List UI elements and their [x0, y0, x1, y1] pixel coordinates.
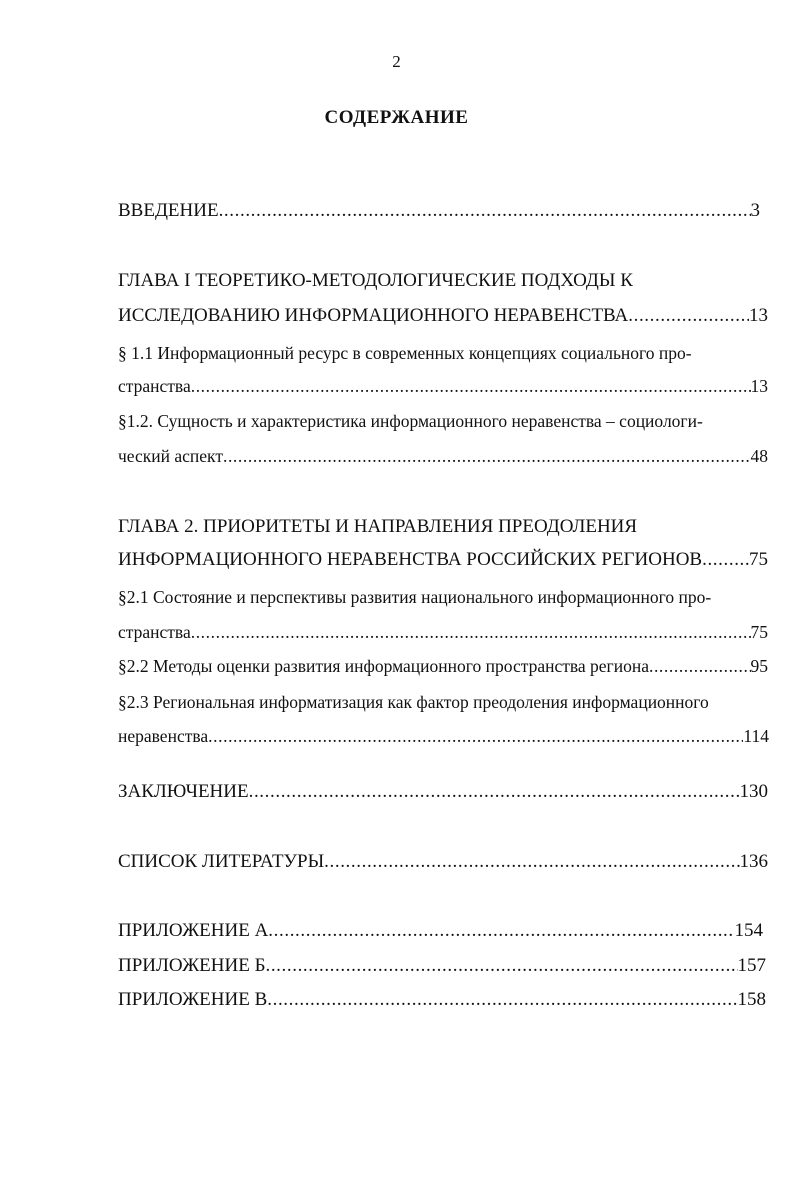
- toc-entry-page: 157: [737, 955, 766, 976]
- chapter2-heading-line1: ГЛАВА 2. ПРИОРИТЕТЫ И НАПРАВЛЕНИЯ ПРЕОДОЛЕНИЯ: [118, 516, 638, 537]
- page-number: 2: [392, 52, 401, 71]
- toc-entry-bibliography[interactable]: [118, 850, 768, 874]
- section-1-1-line1: § 1.1 Информационный ресурс в современных концепциях социального про-: [118, 343, 692, 363]
- toc-entry-appendix-c[interactable]: [118, 988, 766, 1012]
- toc-entry-section-2-3[interactable]: [118, 724, 769, 748]
- toc-entry-page: 130: [739, 781, 768, 802]
- toc-entry-label: §2.2 Методы оценки развития информационного пространства региона: [118, 656, 649, 676]
- toc-entry-chapter1[interactable]: [118, 304, 768, 328]
- toc-entry-chapter2[interactable]: [118, 548, 768, 572]
- toc-entry-label: странства: [118, 376, 191, 396]
- toc-entry-label: странства: [118, 622, 191, 642]
- toc-entry-section-2-2[interactable]: [118, 654, 768, 678]
- toc-entry-label: ЗАКЛЮЧЕНИЕ: [118, 781, 249, 802]
- toc-entry-page: 158: [737, 989, 766, 1010]
- toc-entry-page: 3: [750, 200, 760, 221]
- toc-entry-page: 136: [739, 851, 768, 872]
- toc-entry-page: 114: [743, 726, 769, 746]
- toc-entry-label: СПИСОК ЛИТЕРАТУРЫ: [118, 851, 325, 872]
- dot-leader: [702, 548, 749, 572]
- dot-leader: [249, 780, 740, 804]
- toc-entry-label: ИНФОРМАЦИОННОГО НЕРАВЕНСТВА РОССИЙСКИХ РЕГИОНОВ: [118, 549, 703, 570]
- toc-entry-label: ИССЛЕДОВАНИЮ ИНФОРМАЦИОННОГО НЕРАВЕНСТВА: [118, 305, 629, 326]
- toc-entry-label: ПРИЛОЖЕНИЕ А: [118, 920, 269, 941]
- toc-entry-appendix-a[interactable]: [118, 919, 763, 943]
- toc-entry-page: 13: [749, 305, 768, 326]
- toc-entry-label: ческий аспект: [118, 446, 223, 466]
- toc-entry-page: 13: [750, 376, 768, 396]
- section-2-1-line1: §2.1 Состояние и перспективы развития национального информационного про-: [118, 587, 712, 607]
- dot-leader: [267, 988, 737, 1012]
- toc-entry-page: 154: [734, 920, 763, 941]
- dot-leader: [191, 374, 751, 398]
- toc-entry-label: ПРИЛОЖЕНИЕ Б: [118, 955, 266, 976]
- section-2-3-line1: §2.3 Региональная информатизация как фактор преодоления информационного: [118, 692, 709, 712]
- toc-entry-label: ПРИЛОЖЕНИЕ В: [118, 989, 268, 1010]
- dot-leader: [208, 724, 743, 748]
- toc-entry-section-1-1[interactable]: [118, 374, 768, 398]
- section-1-2-line1: §1.2. Сущность и характеристика информационного неравенства – социологи-: [118, 411, 703, 431]
- toc-entry-label: ВВЕДЕНИЕ: [118, 200, 219, 221]
- toc-entry-label: неравенства: [118, 726, 209, 746]
- dot-leader: [223, 444, 751, 468]
- toc-entry-appendix-b[interactable]: [118, 954, 766, 978]
- dot-leader: [324, 850, 739, 874]
- toc-entry-intro[interactable]: [118, 199, 760, 223]
- toc-entry-section-2-1[interactable]: [118, 620, 768, 644]
- dot-leader: [265, 954, 737, 978]
- toc-entry-page: 48: [750, 446, 768, 466]
- dot-leader: [268, 919, 734, 943]
- dot-leader: [649, 654, 751, 678]
- dot-leader: [219, 199, 751, 223]
- toc-title: СОДЕРЖАНИЕ: [324, 107, 469, 128]
- toc-entry-page: 75: [750, 622, 768, 642]
- dot-leader: [191, 620, 751, 644]
- dot-leader: [628, 304, 749, 328]
- toc-entry-conclusion[interactable]: [118, 780, 768, 804]
- toc-entry-page: 95: [750, 656, 768, 676]
- chapter1-heading-line1: ГЛАВА I ТЕОРЕТИКО-МЕТОДОЛОГИЧЕСКИЕ ПОДХОДЫ К: [118, 270, 633, 291]
- toc-entry-section-1-2[interactable]: [118, 444, 768, 468]
- toc-entry-page: 75: [749, 549, 768, 570]
